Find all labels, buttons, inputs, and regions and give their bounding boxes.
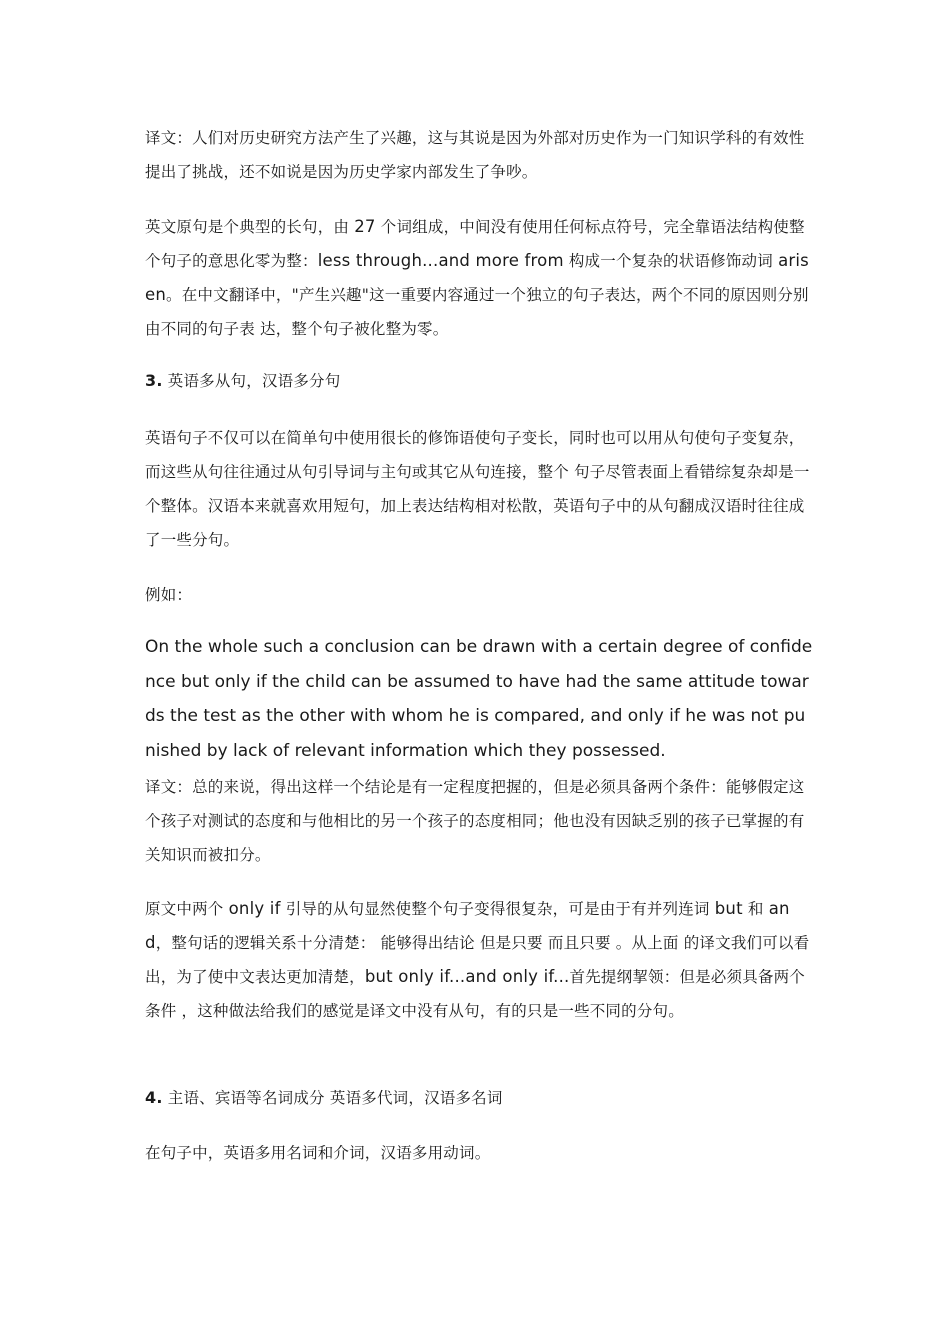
analysis-paragraph-1 [145,210,813,346]
translation-paragraph-2: 译文：总的来说，得出这样一个结论是有一定程度把握的，但是必须具备两个条件：能够假定这个孩子对测试的态度和与他相比的另一个孩子的态度相同；他也没有因缺乏别的孩子已掌握的有关知识而被扣分。 [145,778,805,864]
translation-paragraph-1: 译文：人们对历史研究方法产生了兴趣，这与其说是因为外部对历史作为一门知识学科的有效性提出了挑战，还不如说是因为历史学家内部发生了争吵。 [145,129,805,181]
example-label: 例如： [145,586,193,604]
text-run: 个词组成，中间没有使用任何标点符号，完全靠语法结构使整个句子的意思化零为整： [145,218,805,270]
text-run: ，整句话的逻辑关系十分清楚： 能够得出结论 但是只要 而且只要 。从上面 的译文我们可以看出，为了使中文表达更加清楚， [145,934,810,986]
text-run-en: 27 [354,217,376,236]
text-run: 构成一个复杂的状语修饰动词 [563,252,779,270]
text-run: 英文原句是个典型的长句，由 [145,218,355,236]
body-paragraph-3: 英语句子不仅可以在简单句中使用很长的修饰语使句子变长，同时也可以用从句使句子变复杂，而这些从句往往通过从句引导词与主句或其它从句连接，整个 句子尽管表面上看错综复杂却是一个整体。汉语本来就喜欢用短句，加上表达结构相对松散，英语句子中的从句翻成汉语时往往成了一些分句。 [145,429,810,549]
text-run: 首先提纲挈领：但是必须具备两个条件 ，这种做法给我们的感觉是译文中没有从句，有的只是一些不同的分句。 [145,968,806,1020]
text-run-en: arisen [145,251,809,304]
heading-number: 4. [145,1088,163,1107]
text-run-en: but [714,899,743,918]
text-run: 原文中两个 [145,900,229,918]
heading-text: 主语、宾语等名词成分 英语多代词，汉语多名词 [162,1089,503,1107]
text-run-en: less through...and more from [317,251,564,270]
text-run-en: but only if...and only if... [364,967,570,986]
english-example-quote: On the whole such a conclusion can be drawn with a certain degree of confidence but only if the child can be assumed to have had the same attitude towards the test as the other with whom he is compared, and only if he was not punished by lack of relevant information which they possessed. [145,637,813,761]
heading-number: 3. [145,371,163,390]
heading-text: 英语多从句，汉语多分句 [162,372,341,390]
text-run: 。在中文翻译中，"产生兴趣"这一重要内容通过一个独立的句子表达，两个不同的原因则分别由不同的句子表 达，整个句子被化整为零。 [145,286,809,338]
text-run-en: only if [228,899,281,918]
text-run-en: and [145,899,790,952]
text-run: 引导的从句显然使整个句子变得很复杂，可是由于有并列连词 [280,900,715,918]
section-heading-4 [145,1081,813,1115]
body-paragraph-4: 在句子中，英语多用名词和介词，汉语多用动词。 [145,1144,491,1162]
analysis-paragraph-2 [145,892,813,1028]
section-heading-3 [145,364,813,398]
text-run: 和 [742,900,769,918]
